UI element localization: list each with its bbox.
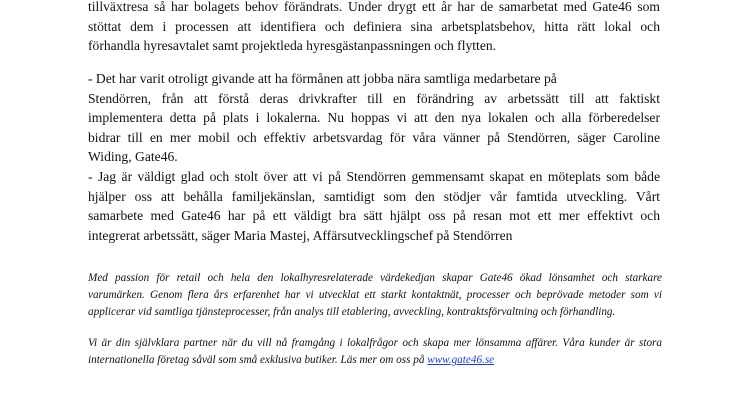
- text-line: bidrar till en mer mobil och effektiv arbetsvardag för våra vänner på Stendörren, säger Caroline: [88, 129, 660, 145]
- text-line: samarbete med Gate46 har på ett väldigt bra sätt hjälpt oss på resan mot ett mer effektivt och: [88, 208, 660, 223]
- text-line: tillväxtresa så har bolagets behov förändrats. Under drygt ett år har de samarbetat med Gate46 som: [88, 0, 660, 14]
- text-line: förhandla hyresavtalet samt projektleda hyresgästanpassningen och flytten.: [88, 38, 497, 53]
- text-line: hjälper oss att behålla familjekänslan, samtidigt som den stödjer vår famtida utveckling. Vårt: [88, 188, 660, 204]
- text-line: implementera detta på plats i lokalerna. Nu hoppas vi att den nya lokalen och alla förberedelser: [88, 110, 660, 125]
- text-line: Vi är din självklara partner när du vill nå framgång i lokalfrågor och skapa mer lönsamma affärer. Våra kunder är stora: [88, 337, 662, 349]
- text-line: integrerat arbetssätt, säger Maria Mastej, Affärsutvecklingschef på Stendörren: [88, 227, 513, 243]
- text-line: Med passion för retail och hela den lokalhyresrelaterade värdekedjan skapar Gate46 ökad lönsamhet och starkare: [88, 272, 662, 284]
- company-contact-paragraph: [88, 335, 662, 369]
- text-line: applicerar vid samtliga tjänsteprocesser, från analys till etablering, avveckling, kontraktsförvaltning och förhandling.: [88, 306, 616, 318]
- text-line: - Det har varit otroligt givande att ha förmånen att jobba nära samtliga medarbetare på: [88, 71, 557, 86]
- text-fragment: internationella företag såväl som små exklusiva butiker. Läs mer om oss på: [88, 354, 428, 366]
- text-line: [88, 352, 662, 369]
- company-description: [88, 270, 662, 321]
- body-paragraph-1: [88, 0, 660, 56]
- body-paragraph-3: [88, 167, 660, 245]
- text-line: varumärken. Genom flera års erfarenhet har vi utvecklat ett starkt kontaktnät, processer och beprövade metoder som vi: [88, 289, 662, 301]
- text-line: stöttat dem i processen att identifiera och definiera sina arbetsplatsbehov, hitta rätt lokal och: [88, 18, 660, 34]
- text-line: Stendörren, från att förstå deras drivkrafter till en förändring av arbetssätt till att faktiskt: [88, 90, 660, 106]
- website-link[interactable]: www.gate46.se: [427, 354, 495, 366]
- body-paragraph-2: [88, 69, 660, 167]
- text-line: - Jag är väldigt glad och stolt över att vi på Stendörren gemmensamt skapat en möteplats som både: [88, 169, 660, 184]
- text-line: Widing, Gate46.: [88, 149, 178, 164]
